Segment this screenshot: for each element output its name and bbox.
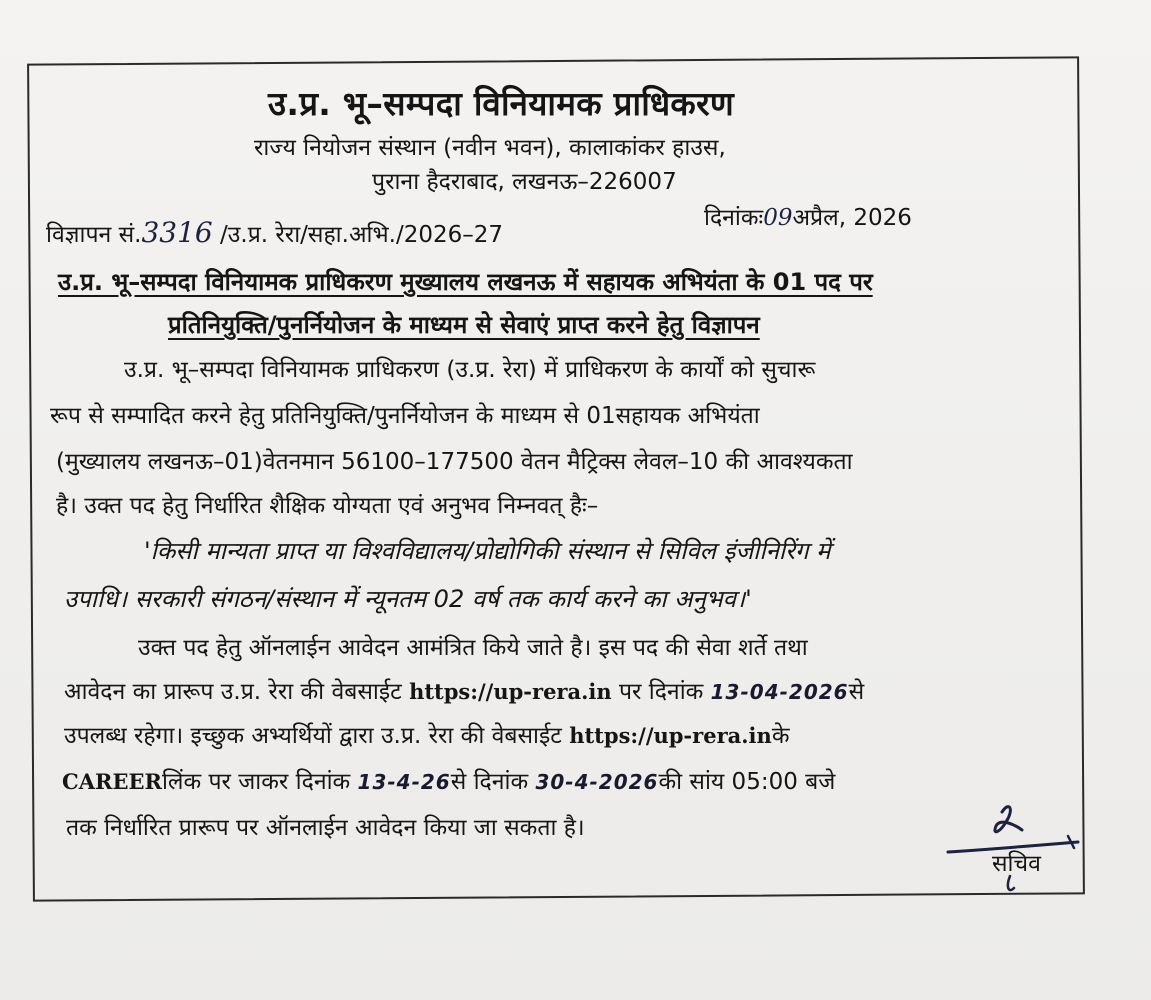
closing-line-2 bbox=[64, 674, 864, 706]
closing-line-4 bbox=[62, 764, 835, 796]
notice-date bbox=[704, 200, 912, 232]
closing-line-3 bbox=[64, 718, 789, 750]
handwritten-from-date: 13-4-26 bbox=[357, 770, 451, 794]
handwritten-ref-number: 3316 bbox=[141, 216, 213, 249]
handwritten-start-date: 13-04-2026 bbox=[710, 680, 849, 704]
ref-prefix: विज्ञापन सं. bbox=[46, 222, 142, 248]
signature bbox=[940, 790, 1080, 900]
authority-title: उ.प्र. भू–सम्पदा विनियामक प्राधिकरण bbox=[268, 84, 735, 123]
date-prefix: दिनांकः bbox=[704, 205, 764, 231]
advertisement-number bbox=[46, 216, 503, 249]
qualification-line-1: 'किसी मान्यता प्राप्त या विश्वविद्यालय/प्रोद्योगिकी संस्थान से सिविल इंजीनिरिंग में bbox=[144, 537, 831, 565]
subject-line-2: प्रतिनियुक्ति/पुनर्नियोजन के माध्यम से सेवाएं प्राप्त करने हेतु विज्ञापन bbox=[168, 311, 760, 339]
body-line-1: उ.प्र. भू–सम्पदा विनियामक प्राधिकरण (उ.प्र. रेरा) में प्राधिकरण के कार्यों को सुचारू bbox=[124, 357, 816, 383]
qualification-line-2: उपाधि। सरकारी संगठन/संस्थान में न्यूनतम 02 वर्ष तक कार्य करने का अनुभव।' bbox=[64, 585, 752, 613]
handwritten-to-date: 30-4-2026 bbox=[535, 770, 659, 794]
closing-text: की सांय 05:00 बजे bbox=[658, 769, 836, 795]
body-line-4: है। उक्त पद हेतु निर्धारित शैक्षिक योग्यता एवं अनुभव निम्नवत् हैः– bbox=[56, 493, 599, 519]
address-line-2: पुराना हैदराबाद, लखनऊ–226007 bbox=[372, 169, 677, 195]
address-line-1: राज्य नियोजन संस्थान (नवीन भवन), कालाकांकर हाउस, bbox=[254, 135, 726, 161]
closing-text: के bbox=[771, 723, 790, 749]
subject-line-1: उ.प्र. भू–सम्पदा विनियामक प्राधिकरण मुख्यालय लखनऊ में सहायक अभियंता के 01 पद पर bbox=[58, 268, 873, 296]
career-link-label: CAREER bbox=[62, 769, 162, 794]
date-suffix: अप्रैल, 2026 bbox=[792, 205, 912, 231]
closing-line-1: उक्त पद हेतु ऑनलाईन आवेदन आमंत्रित किये जाते है। इस पद की सेवा शर्ते तथा bbox=[138, 635, 808, 661]
signatory-designation: सचिव bbox=[992, 851, 1041, 877]
closing-text: उपलब्ध रहेगा। इच्छुक अभ्यर्थियों द्वारा उ.प्र. रेरा की वेबसाईट bbox=[64, 723, 570, 749]
website-link-2: https://up-rera.in bbox=[569, 723, 772, 748]
closing-text: से दिनांक bbox=[450, 769, 536, 795]
closing-line-5: तक निर्धारित प्रारूप पर ऑनलाईन आवेदन किया जा सकता है। bbox=[66, 815, 585, 841]
website-link: https://up-rera.in bbox=[409, 679, 612, 704]
closing-text: से bbox=[848, 679, 865, 705]
handwritten-date-day: 09 bbox=[763, 205, 793, 231]
body-line-2: रूप से सम्पादित करने हेतु प्रतिनियुक्ति/पुनर्नियोजन के माध्यम से 01सहायक अभियंता bbox=[50, 403, 760, 429]
body-line-3: (मुख्यालय लखनऊ–01)वेतनमान 56100–177500 वेतन मैट्रिक्स लेवल–10 की आवश्यकता bbox=[56, 449, 853, 475]
ref-suffix: /उ.प्र. रेरा/सहा.अभि./2026–27 bbox=[212, 222, 504, 248]
closing-text: पर दिनांक bbox=[611, 679, 711, 705]
closing-text: लिंक पर जाकर दिनांक bbox=[161, 769, 358, 795]
closing-text: आवेदन का प्रारूप उ.प्र. रेरा की वेबसाईट bbox=[64, 679, 410, 705]
